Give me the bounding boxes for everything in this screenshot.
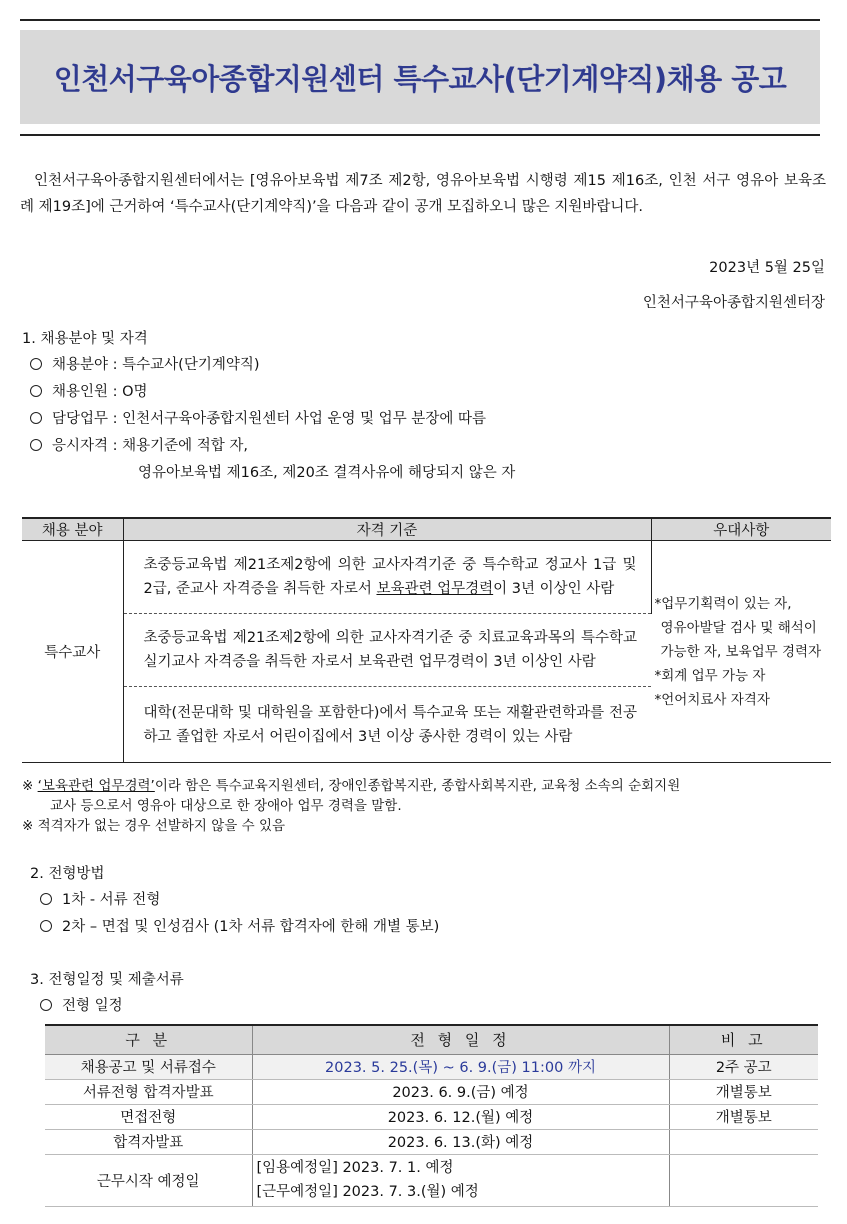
- circle-bullet-icon: [40, 893, 52, 905]
- table-row: [22, 541, 831, 614]
- criteria-cell: 초중등교육법 제21조제2항에 의한 교사자격기준 중 치료교육과목의 특수학교 실기교사 자격증을 취득한 자로서 보육관련 업무경력이 3년 이상인 사람: [123, 614, 651, 687]
- header-preference: 우대사항: [651, 518, 831, 541]
- title-banner: [20, 30, 820, 124]
- table-row: [45, 1129, 818, 1154]
- section1-item: 응시자격 : 채용기준에 적합 자,: [30, 434, 248, 455]
- intro-paragraph: [20, 168, 826, 220]
- schedule-cell: 2023. 6. 12.(월) 예정: [252, 1104, 669, 1129]
- note-cell: 개별통보: [669, 1104, 818, 1129]
- schedule-cell: 2023. 5. 25.(목) ~ 6. 9.(금) 11:00 까지: [252, 1054, 669, 1079]
- section1-heading: 1. 채용분야 및 자격: [22, 331, 148, 347]
- stage-cell: 합격자발표: [45, 1129, 252, 1154]
- section3-sub: 전형 일정: [40, 994, 123, 1015]
- notes: [22, 776, 828, 836]
- circle-bullet-icon: [30, 412, 42, 424]
- preference-cell: *업무기획력이 있는 자, 영유아발달 검사 및 해석이 가능한 자, 보육업무 경력자 *회계 업무 가능 자 *언어치료사 자격자: [654, 595, 822, 708]
- section1-item: 채용인원 : O명: [30, 380, 148, 401]
- section2-item: 2차 – 면접 및 인성검사 (1차 서류 합격자에 한해 개별 통보): [40, 915, 439, 936]
- stage-cell: 면접전형: [45, 1104, 252, 1129]
- note-cell: 개별통보: [669, 1079, 818, 1104]
- note-cell: 2주 공고: [669, 1054, 818, 1079]
- table-row: [45, 1154, 818, 1206]
- section1-item-continuation: 영유아보육법 제16조, 제20조 결격사유에 해당되지 않은 자: [138, 465, 516, 481]
- circle-bullet-icon: [30, 385, 42, 397]
- table-row: [45, 1079, 818, 1104]
- note-1: ※ ‘보육관련 업무경력’이라 함은 특수교육지원센터, 장애인종합복지관, 종합사회복지관, 교육청 소속의 순회지원: [22, 778, 681, 794]
- schedule-cell: 2023. 6. 9.(금) 예정: [252, 1079, 669, 1104]
- header-field: 채용 분야: [22, 518, 123, 541]
- section3-heading: 3. 전형일정 및 제출서류: [30, 972, 184, 988]
- schedule-table: [45, 1024, 818, 1207]
- stage-cell: 서류전형 합격자발표: [45, 1079, 252, 1104]
- signer: 인천서구육아종합지원센터장: [642, 295, 825, 311]
- note-1-continuation: 교사 등으로서 영유아 대상으로 한 장애아 업무 경력을 말함.: [50, 798, 402, 814]
- note-cell: [669, 1154, 818, 1206]
- header-note: 비 고: [669, 1025, 818, 1054]
- note-2: ※ 적격자가 없는 경우 선발하지 않을 수 있음: [22, 818, 286, 834]
- circle-bullet-icon: [40, 920, 52, 932]
- intro-text: 인천서구육아종합지원센터에서는 [영유아보육법 제7조 제2항, 영유아보육법 시행령 제15 제16조, 인천 서구 영유아 보육조례 제19조]에 근거하여 ‘특수교사(단기계약직)’을 다음과 같이 공개 모집하오니 많은 지원바랍니다.: [20, 173, 826, 215]
- table-header-row: [22, 518, 831, 541]
- section2-item: 1차 - 서류 전형: [40, 888, 160, 909]
- section1-item: 채용분야 : 특수교사(단기계약직): [30, 353, 260, 374]
- title-bottom-rule: [20, 134, 820, 136]
- qualification-table: [22, 517, 831, 763]
- table-header-row: [45, 1025, 818, 1054]
- circle-bullet-icon: [30, 439, 42, 451]
- stage-cell: 근무시작 예정일: [45, 1154, 252, 1206]
- section1-item: 담당업무 : 인천서구육아종합지원센터 사업 운영 및 업무 분장에 따름: [30, 407, 486, 428]
- header-criteria: 자격 기준: [123, 518, 651, 541]
- stage-cell: 채용공고 및 서류접수: [45, 1054, 252, 1079]
- schedule-cell: 2023. 6. 13.(화) 예정: [252, 1129, 669, 1154]
- field-cell: 특수교사: [22, 541, 123, 763]
- table-row: [45, 1104, 818, 1129]
- table-row: [45, 1054, 818, 1079]
- header-schedule: 전 형 일 정: [252, 1025, 669, 1054]
- criteria-cell: 대학(전문대학 및 대학원을 포함한다)에서 특수교육 또는 재활관련학과를 전공하고 졸업한 자로서 어린이집에서 3년 이상 종사한 경력이 있는 사람: [143, 704, 637, 745]
- page-title: 인천서구육아종합지원센터 특수교사(단기계약직)채용 공고: [53, 61, 787, 96]
- note-cell: [669, 1129, 818, 1154]
- announcement-date: 2023년 5월 25일: [709, 260, 825, 276]
- top-rule: [20, 19, 820, 21]
- schedule-cell: [임용예정일] 2023. 7. 1. 예정 [근무예정일] 2023. 7. 3.(월) 예정: [252, 1154, 669, 1206]
- header-stage: 구 분: [45, 1025, 252, 1054]
- criteria-cell: 초중등교육법 제21조제2항에 의한 교사자격기준 중 특수학교 정교사 1급 및 2급, 준교사 자격증을 취득한 자로서 보육관련 업무경력이 3년 이상인 사람: [123, 541, 651, 614]
- circle-bullet-icon: [30, 358, 42, 370]
- section2-heading: 2. 전형방법: [30, 866, 105, 882]
- circle-bullet-icon: [40, 999, 52, 1011]
